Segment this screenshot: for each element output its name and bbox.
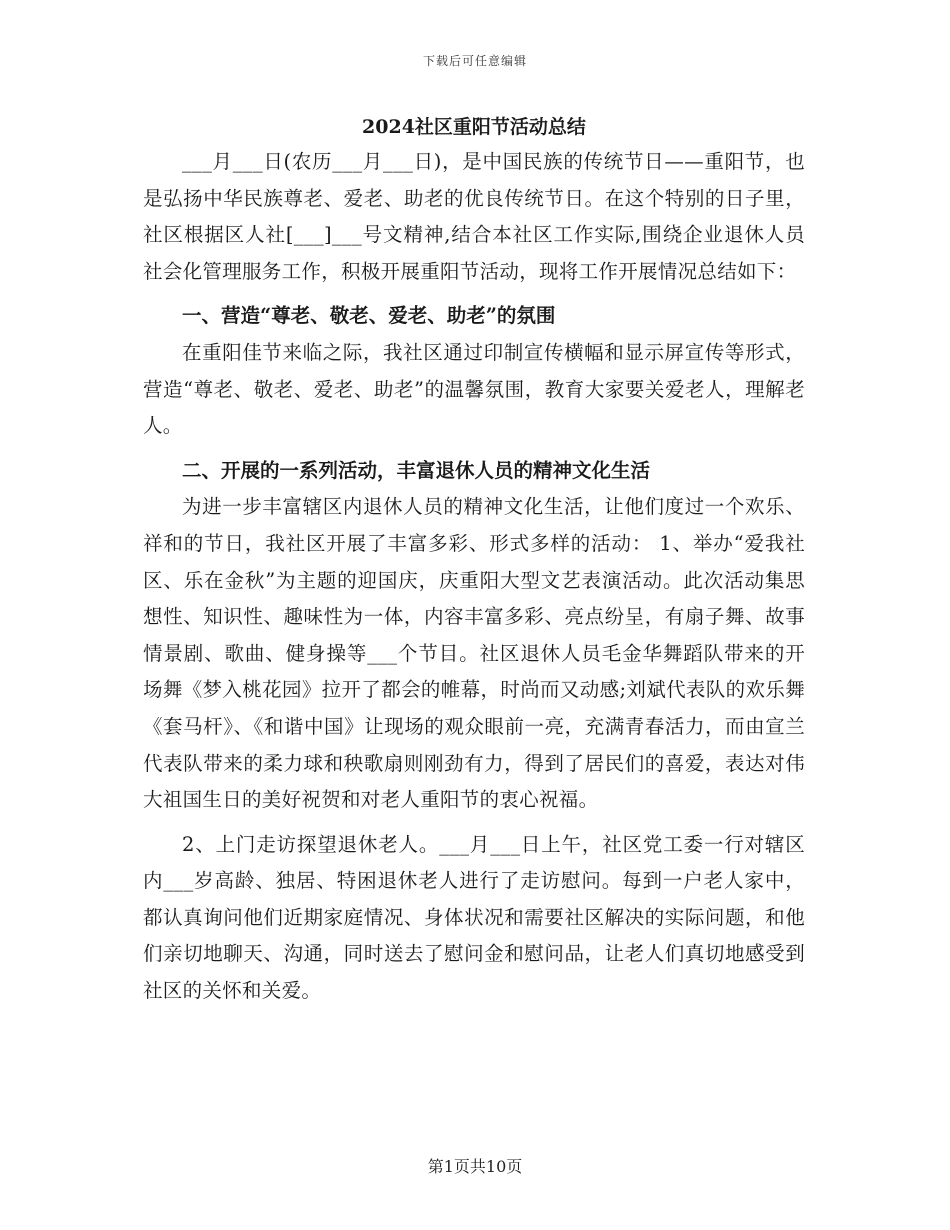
document-body [143, 110, 805, 1010]
document-title: 2024社区重阳节活动总结 [362, 116, 586, 138]
section-1-paragraph: 在重阳佳节来临之际，我社区通过印制宣传横幅和显示屏宣传等形式，营造“尊老、敬老、爱老、助老”的温馨氛围，教育大家要关爱老人，理解老人。 [143, 340, 805, 438]
section-2-paragraph: 为进一步丰富辖区内退休人员的精神文化生活，让他们度过一个欢乐、祥和的节日，我社区开展了丰富多彩、形式多样的活动： 1、举办“爱我社区、乐在金秋”为主题的迎国庆，庆重阳大型文艺表演活动。此次活动集思想性、知识性、趣味性为一体，内容丰富多彩、亮点纷呈，有扇子舞、故事情景剧、歌曲、健身操等___个节目。社区退休人员毛金华舞蹈队带来的开场舞《梦入桃花园》拉开了都会的帷幕，时尚而又动感;刘斌代表队的欢乐舞《套马杆》、《和谐中国》让现场的观众眼前一亮，充满青春活力，而由宣兰代表队带来的柔力球和秧歌扇则刚劲有力，得到了居民们的喜爱，表达对伟大祖国生日的美好祝贺和对老人重阳节的衷心祝福。 [143, 495, 805, 812]
section-2-item-2-paragraph: 2、上门走访探望退休老人。___月___日上午，社区党工委一行对辖区内___岁高龄、独居、特困退休老人进行了走访慰问。每到一户老人家中，都认真询问他们近期家庭情况、身体状况和需要社区解决的实际问题，和他们亲切地聊天、沟通，同时送去了慰问金和慰问品，让老人们真切地感受到社区的关怀和关爱。 [143, 832, 805, 1003]
section-heading-2: 二、开展的一系列活动，丰富退休人员的精神文化生活 [182, 458, 651, 482]
page-footer: 第1页共10页 [427, 1157, 523, 1176]
intro-paragraph: ___月___日(农历___月___日)，是中国民族的传统节日——重阳节，也是弘扬中华民族尊老、爱老、助老的优良传统节日。在这个特别的日子里，社区根据区人社[___]___号文精神,结合本社区工作实际,围绕企业退休人员社会化管理服务工作，积极开展重阳节活动，现将工作开展情况总结如下： [143, 150, 805, 283]
page-header: 下载后可任意编辑 [422, 54, 527, 68]
section-heading-1: 一、营造“尊老、敬老、爱老、助老”的氛围 [182, 304, 556, 328]
